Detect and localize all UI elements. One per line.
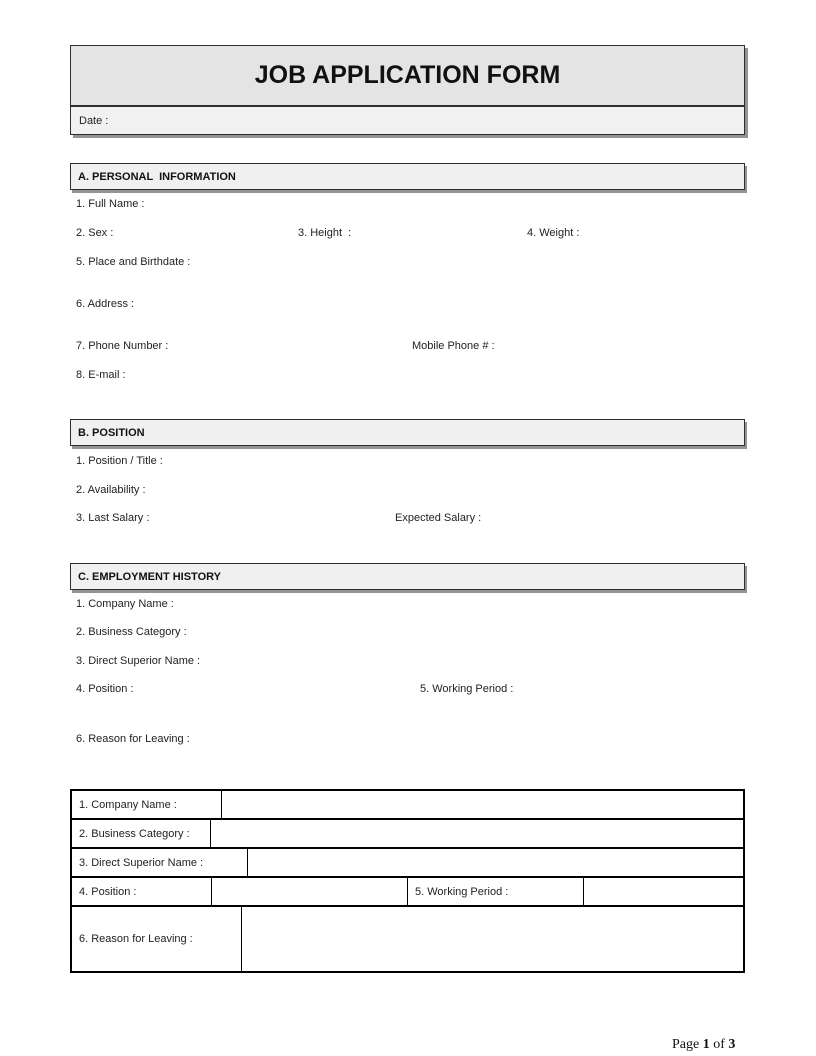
label-reason-leaving: 6. Reason for Leaving :: [76, 733, 190, 745]
label-height: 3. Height :: [298, 227, 352, 239]
label-position: 4. Position :: [76, 683, 134, 695]
section-a-title: A. PERSONAL INFORMATION: [78, 170, 236, 183]
label-weight: 4. Weight :: [527, 227, 580, 239]
section-c-title: C. EMPLOYMENT HISTORY: [78, 570, 222, 583]
label-last-salary: 3. Last Salary :: [76, 512, 150, 524]
label-email: 8. E-mail :: [76, 369, 126, 381]
cell-working-period-label: 5. Working Period :: [408, 878, 584, 905]
section-c-header: [70, 563, 745, 590]
footer-total-pages: 3: [728, 1037, 736, 1052]
section-a-header: [70, 163, 745, 190]
label-working-period: 5. Working Period :: [420, 683, 514, 695]
label-address: 6. Address :: [76, 298, 135, 310]
table-row-reason: [72, 907, 743, 971]
label-sex: 2. Sex :: [76, 227, 114, 239]
section-b-header: [70, 419, 745, 446]
cell-position-input[interactable]: [212, 878, 408, 905]
table-row-position: [72, 878, 743, 907]
table-row-company: [72, 791, 743, 820]
footer-current-page: 1: [702, 1037, 710, 1052]
footer-of-word: of: [709, 1037, 729, 1052]
cell-company-input[interactable]: [222, 791, 743, 818]
cell-position-label: 4. Position :: [72, 878, 212, 905]
cell-company-label: 1. Company Name :: [72, 791, 222, 818]
page-footer: [658, 1021, 735, 1056]
cell-reason-input[interactable]: [242, 907, 743, 971]
table-row-category: [72, 820, 743, 849]
section-b-title: B. POSITION: [78, 426, 145, 439]
label-business-category: 2. Business Category :: [76, 626, 187, 638]
table-row-superior: [72, 849, 743, 878]
label-full-name: 1. Full Name :: [76, 198, 145, 210]
form-title-bar: [71, 46, 744, 107]
cell-category-input[interactable]: [211, 820, 743, 847]
footer-page-word: Page: [672, 1037, 703, 1052]
date-label: Date :: [79, 114, 109, 127]
form-header-box: [70, 45, 745, 135]
label-position-title: 1. Position / Title :: [76, 455, 163, 467]
date-field-row[interactable]: [71, 107, 744, 134]
label-availability: 2. Availability :: [76, 484, 146, 496]
page-title: JOB APPLICATION FORM: [254, 61, 561, 89]
label-expected-salary: Expected Salary :: [395, 512, 482, 524]
label-birthdate: 5. Place and Birthdate :: [76, 256, 191, 268]
label-company-name: 1. Company Name :: [76, 598, 174, 610]
cell-reason-label: 6. Reason for Leaving :: [72, 907, 242, 971]
employment-history-table: [70, 789, 745, 973]
label-superior-name: 3. Direct Superior Name :: [76, 655, 201, 667]
label-phone-number: 7. Phone Number :: [76, 340, 169, 352]
cell-working-period-input[interactable]: [584, 878, 743, 905]
cell-superior-label: 3. Direct Superior Name :: [72, 849, 248, 876]
cell-category-label: 2. Business Category :: [72, 820, 211, 847]
label-mobile-phone: Mobile Phone # :: [412, 340, 495, 352]
cell-superior-input[interactable]: [248, 849, 743, 876]
